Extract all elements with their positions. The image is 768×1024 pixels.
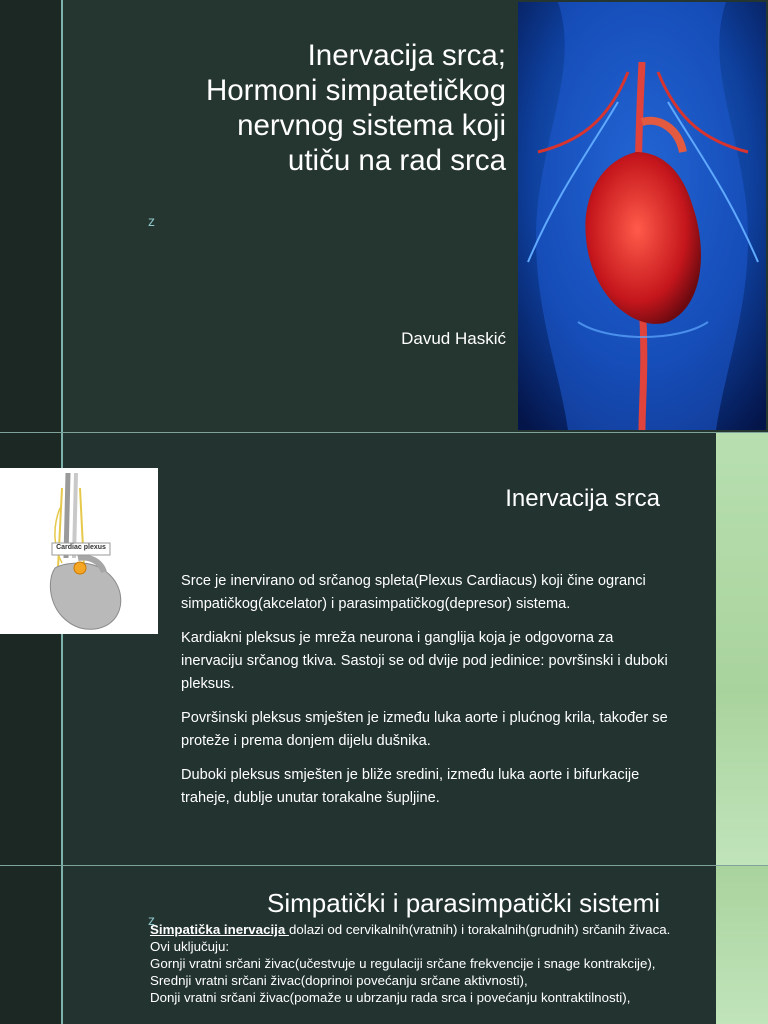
slide-innervation — [0, 433, 768, 865]
slide-body — [150, 921, 680, 1006]
author-name: Davud Haskić — [401, 329, 506, 348]
list-line: Srednji vratni srčani živac(doprinoi povećanju srčane aktivnosti), — [150, 973, 528, 988]
paragraph: Kardiakni pleksus je mreža neurona i ganglija koja je odgovorna za inervaciju srčanog tkiva. Sastoji se od dvije pod jedinice: površinski i duboki pleksus. — [181, 630, 668, 692]
paragraph: Srce je inervirano od srčanog spleta(Plexus Cardiacus) koji čine ogranci simpatičkog(akcelator) i parasimpatičkog(depresor) sistema. — [181, 573, 646, 612]
slide-accent-line — [61, 0, 63, 432]
cardiac-plexus-label: Cardiac plexus — [56, 544, 106, 551]
slide-left-panel — [0, 0, 62, 432]
list-line: Gornji vratni srčani živac(učestvuje u regulaciji srčane frekvencije i snage kontrakcije), — [150, 956, 656, 971]
list-line: Donji vratni srčani živac(pomaže u ubrzanju rada srca i povećanju kontraktilnosti), — [150, 990, 631, 1005]
lead-rest: dolazi od cervikalnih(vratnih) i torakalnih(grudnih) srčanih živaca. Ovi uključuju: — [150, 922, 671, 954]
paragraph: Duboki pleksus smješten je bliže sredini, između luka aorte i bifurkacije traheje, dublje unutar torakalne šupljine. — [181, 767, 640, 806]
heart-anatomy-illustration-icon — [518, 2, 766, 430]
theme-logo-mark: z — [148, 213, 155, 229]
slide-title — [0, 0, 768, 432]
slide-accent-line — [61, 866, 63, 1024]
cardiac-plexus-image — [0, 468, 158, 634]
slide-systems — [0, 866, 768, 1024]
cardiac-plexus-illustration-icon — [0, 468, 158, 634]
theme-logo-mark: z — [148, 912, 155, 928]
title-line: Inervacija srca; — [307, 39, 506, 72]
slide-left-panel — [0, 866, 62, 1024]
slide-title-text — [140, 38, 506, 178]
title-line: nervnog sistema koji — [237, 109, 506, 142]
paragraph: Površinski pleksus smješten je između luka aorte i plućnog krila, također se proteže i prema donjem dijelu dušnika. — [181, 710, 668, 749]
intro-line — [150, 921, 680, 955]
lead-term: Simpatička inervacija — [150, 922, 289, 937]
title-line: utiču na rad srca — [287, 144, 506, 177]
slide-right-accent — [716, 866, 768, 1024]
slide-heading: Simpatički i parasimpatički sistemi — [267, 888, 660, 918]
slide-heading: Inervacija srca — [505, 485, 660, 512]
title-line: Hormoni simpatetičkog — [205, 74, 506, 107]
slide-right-accent — [716, 433, 768, 865]
slide-body — [181, 570, 671, 821]
